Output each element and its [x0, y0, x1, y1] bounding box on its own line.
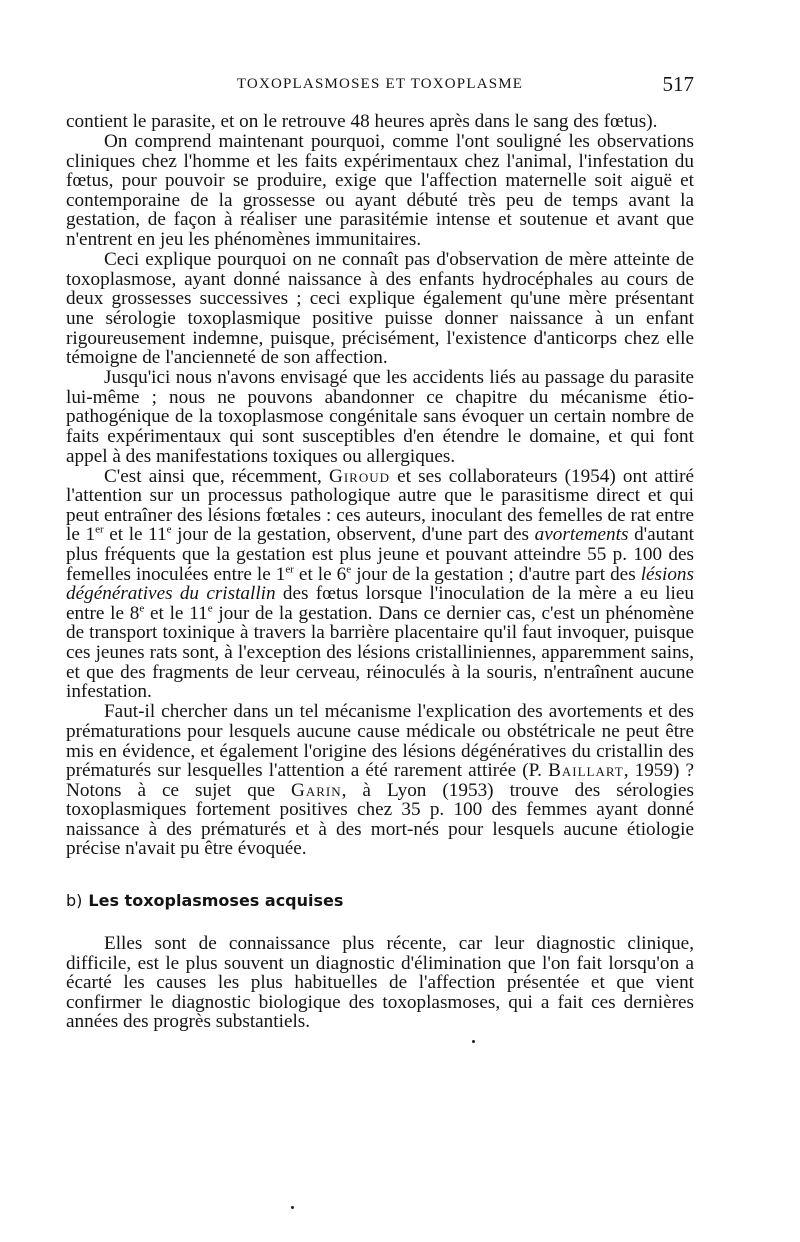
running-head	[66, 72, 694, 98]
text-run: Jusqu'ici nous n'avons envisagé que les accidents liés au passage du parasite lui-même ; nous ne pouvons abandonner ce chapitre du mécanisme étio-pathogénique de la toxoplasmose congénitale sans évoquer un certain nombre de faits expérimentaux qui sont susceptibles d'en étendre le domaine, et qui font appel à des manifestations toxiques ou allergiques.	[66, 367, 694, 467]
text-run: d'autant plus fréquents que la gestation est plus jeune et pouvant atteindre 55 p. 100 des femelles inoculées entre le 1	[66, 524, 695, 585]
body-text	[66, 112, 694, 1032]
text-run: jour de la gestation, observent, d'une part des	[171, 524, 535, 546]
text-run: jour de la gestation. Dans ce dernier cas, c'est un phénomène de transport toxinique à travers la barrière placentaire qu'il faut invoquer, puisque ces jeunes rats sont, à l'exception des lésions cristalliniennes, apparemment sains, et que des fragments de leur cerveau, réinoculés à la souris, n'entraînent aucune infestation.	[66, 602, 694, 703]
page-number: 517	[662, 72, 694, 96]
print-speck	[291, 1206, 294, 1209]
paragraph	[66, 467, 694, 702]
text-run: contient le parasite, et on le retrouve 48 heures après dans le sang des fœtus).	[66, 111, 658, 132]
paragraph	[66, 112, 694, 132]
author-name: Baillart	[548, 760, 624, 782]
text-run: des fœtus lorsque l'inoculation de la mère a eu lieu entre le 8	[66, 583, 694, 624]
paragraph	[66, 250, 694, 368]
ordinal-superscript: e	[207, 602, 213, 615]
text-run: et le 6	[293, 563, 347, 585]
paragraph	[66, 368, 694, 466]
ordinal-superscript: er	[95, 524, 104, 537]
paragraph	[66, 702, 694, 859]
text-run: jour de la gestation ; d'autre part des	[351, 563, 641, 585]
paragraph	[66, 132, 694, 250]
text-run: Faut-il chercher dans un tel mécanisme l'explication des avortements et des prématurations pour lesquels aucune cause médicale ou obstétricale ne peut être mis en évidence, et également l'origine des lésions dégénératives du cristallin des prématurés sur lesquelles l'attention a été rarement attirée (P.	[66, 701, 694, 782]
ordinal-superscript: e	[346, 563, 352, 576]
emphasis-text: avortements	[534, 524, 629, 546]
section-letter: b)	[66, 891, 83, 911]
print-speck	[472, 1040, 475, 1043]
author-name: Garin	[290, 779, 342, 801]
emphasis-text: lésions dégénératives du cristallin	[66, 563, 694, 605]
paragraph	[66, 934, 694, 1032]
ordinal-superscript: e	[139, 602, 145, 615]
text-run: et le 11	[103, 524, 167, 546]
text-run: et ses collaborateurs (1954) ont attiré l'attention sur un processus pathologique autre que le parasitisme direct et qui peut entraîner des lésions fœtales : ces auteurs, inoculant des femelles de rat entre le 1	[66, 465, 694, 546]
text-run: C'est ainsi que, récemment,	[104, 465, 329, 487]
ordinal-superscript: e	[166, 524, 172, 537]
ordinal-superscript: er	[285, 563, 294, 576]
text-run: , 1959) ? Notons à ce sujet que	[66, 760, 695, 801]
text-run: On comprend maintenant pourquoi, comme l'ont souligné les observations cliniques chez l'homme et les faits expérimentaux chez l'animal, l'infestation du fœtus, pour pouvoir se produire, exige que l'affection maternelle soit aiguë et contemporaine de la grossesse ou ayant débuté très peu de temps avant la gestation, de façon à réaliser une parasitémie intense et soutenue et avant que n'entrent en jeu les phénomènes immunitaires.	[66, 131, 694, 251]
section-title: Les toxoplasmoses acquises	[88, 891, 344, 911]
running-title: TOXOPLASMOSES ET TOXOPLASME	[236, 76, 524, 92]
author-name: Giroud	[328, 465, 390, 487]
text-run: , à Lyon (1953) trouve des sérologies toxoplasmiques fortement positives chez 35 p. 100 des femmes ayant donné naissance à des prématurés et à des mort-nés pour lesquels aucune étiologie précise n'avait pu être évoquée.	[66, 779, 694, 860]
text-run: Elles sont de connaissance plus récente, car leur diagnostic clinique, difficile, est le plus souvent un diagnostic d'élimination que l'on fait lorsqu'on a écarté les causes les plus habituelles de l'affection présentée et que vient confirmer le diagnostic biologique des toxoplasmoses, qui a fait ces dernières années des progrès substantiels.	[66, 933, 694, 1033]
text-run: et le 11	[144, 602, 208, 624]
section-heading	[66, 891, 694, 911]
text-run: Ceci explique pourquoi on ne connaît pas d'observation de mère atteinte de toxoplasmose, ayant donné naissance à des enfants hydrocéphales au cours de deux grossesses successives ; ceci explique également qu'une mère présentant une sérologie toxoplasmique positive puisse donner naissance à un enfant rigoureusement indemne, puisque, précisément, l'existence d'anticorps chez elle témoigne de l'ancienneté de son affection.	[66, 249, 694, 369]
